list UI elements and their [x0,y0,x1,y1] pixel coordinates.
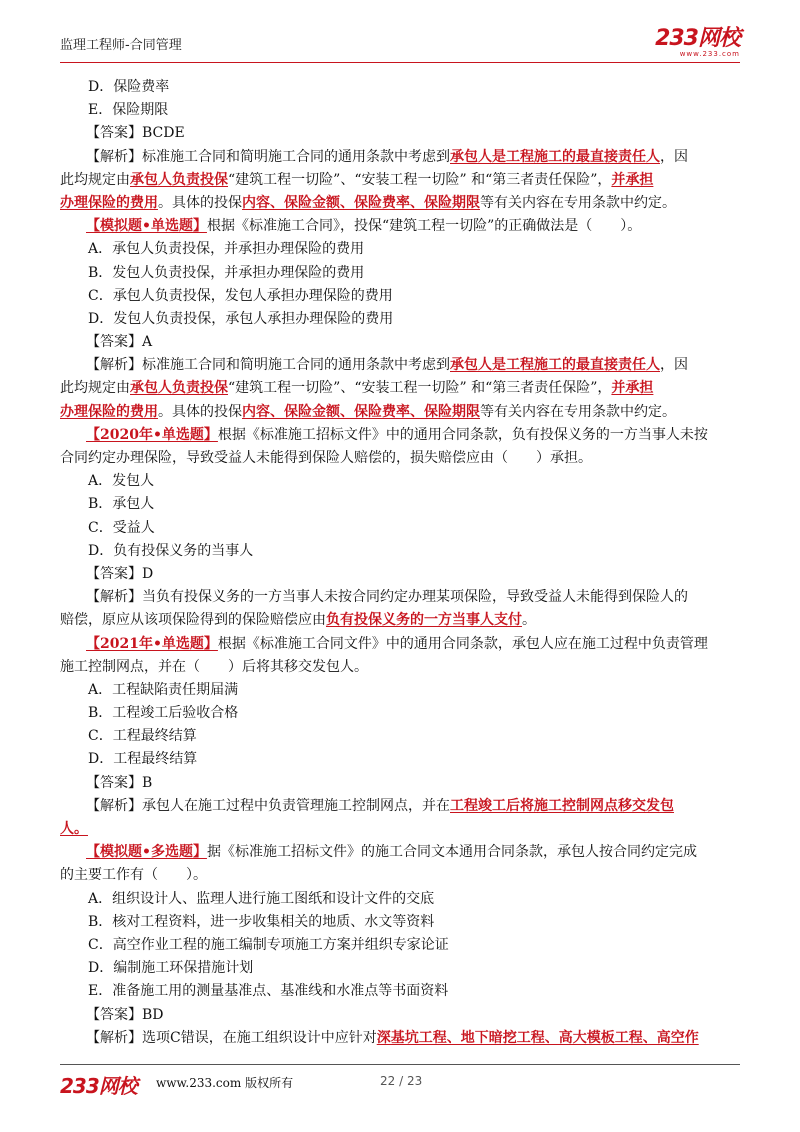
highlight: 负有投保义务的一方当事人支付 [326,612,522,629]
option-d: D．发包人负责投保，承包人承担办理保险的费用 [88,310,394,327]
highlight: 并承担 [611,380,654,397]
option-b: B．发包人负责投保，并承担办理保险的费用 [88,264,365,281]
option-c: C．受益人 [88,519,155,536]
text: 【解析】选项C错误，在施工组织设计中应针对 [86,1029,377,1046]
highlight: 人。 [60,821,88,837]
option-c: C．承包人负责投保，发包人承担办理保险的费用 [88,287,393,304]
highlight: 并承担 [611,171,654,188]
question-stem [60,841,750,864]
answer: 【答案】B [86,774,153,791]
text: 【解析】标准施工合同和简明施工合同的通用条款中考虑到 [86,357,450,374]
question-stem [60,424,750,447]
text: 根据《标准施工合同文件》中的通用合同条款，承包人应在施工过程中负责管理 [217,635,708,652]
option-d: D．编制施工环保措施计划 [88,960,254,977]
text: 【解析】承包人在施工过程中负责管理施工控制网点，并在 [86,797,450,814]
text: 据《标准施工招标文件》的施工合同文本通用合同条款，承包人按合同约定完成 [206,844,697,861]
text: 。 [522,612,536,629]
answer: 【答案】BD [86,1006,164,1023]
text: 赔偿，原应从该项保险得到的保险赔偿应由 [60,612,326,629]
option-b: B．承包人 [88,496,155,513]
text: 根据《标准施工合同》，投保“建筑工程一切险”的正确做法是（ ）。 [206,218,642,235]
question-tag: 【模拟题•单选题】 [86,218,207,235]
text: 【解析】标准施工合同和简明施工合同的通用条款中考虑到 [86,148,450,165]
highlight: 内容、保险金额、保险费率、保险期限 [242,194,480,211]
option-a: A．工程缺陷责任期届满 [88,681,239,698]
option-c: C．高空作业工程的施工编制专项施工方案并组织专家论证 [88,936,449,953]
option-b: B．核对工程资料，进一步收集相关的地质、水文等资料 [88,913,435,930]
answer: 【答案】BCDE [86,125,185,142]
analysis-line [60,169,750,192]
text: ，因 [660,357,688,374]
logo-text: 233网校 [655,26,740,51]
option-e: E．保险期限 [88,102,169,119]
header-divider [60,62,740,63]
option-c: C．工程最终结算 [88,728,197,745]
text: “建筑工程一切险”、“安装工程一切险” 和“第三者责任保险”， [228,380,612,397]
text: 等有关内容在专用条款中约定。 [480,403,676,420]
page-header [60,28,740,58]
highlight: 办理保险的费用 [60,403,158,420]
option-e: E．准备施工用的测量基准点、基准线和水准点等书面资料 [88,983,449,1000]
page-number: 22 / 23 [380,1074,423,1088]
document-body [60,76,750,1050]
option-d: D．保险费率 [88,79,170,95]
analysis-line [60,192,750,215]
text: 。具体的投保 [158,194,242,211]
option-a: A．发包人 [88,473,155,490]
analysis-line [60,377,750,400]
option-d: D．工程最终结算 [88,751,198,768]
text: 。具体的投保 [158,403,242,420]
page-footer [60,1070,740,1096]
highlight: 工程竣工后将施工控制网点移交发包 [450,797,674,814]
analysis-line: 【解析】当负有投保义务的一方当事人未按合同约定办理某项保险，导致受益人未能得到保险人的 [86,589,688,606]
option-a: A．组织设计人、监理人进行施工图纸和设计文件的交底 [88,890,435,907]
question-stem-cont: 的主要工作有（ ）。 [60,867,207,884]
brand-logo [655,28,740,58]
logo-url: www.233.com [679,50,740,58]
analysis-line [60,146,750,169]
header-title: 监理工程师-合同管理 [60,38,182,53]
footer-divider [60,1064,740,1065]
analysis-line [60,609,750,632]
answer: 【答案】D [86,565,154,582]
text: 此均规定由 [60,380,130,397]
question-tag: 【模拟题•多选题】 [86,844,207,861]
highlight: 承包人负责投保 [130,380,228,397]
answer: 【答案】A [86,334,153,351]
analysis-line [60,354,750,377]
footer-logo: 233网校 [60,1074,137,1098]
text: 等有关内容在专用条款中约定。 [480,194,676,211]
highlight: 深基坑工程、地下暗挖工程、高大模板工程、高空作 [376,1029,699,1046]
question-stem [60,215,750,238]
text: 根据《标准施工招标文件》中的通用合同条款，负有投保义务的一方当事人未按 [217,426,708,443]
analysis-line [60,818,750,841]
option-b: B．工程竣工后验收合格 [88,705,239,722]
highlight: 办理保险的费用 [60,194,158,211]
question-tag: 【2020年•单选题】 [86,426,218,443]
text: “建筑工程一切险”、“安装工程一切险” 和“第三者责任保险”， [228,171,612,188]
option-a: A．承包人负责投保，并承担办理保险的费用 [88,241,365,258]
analysis-line [60,1027,750,1050]
analysis-line [60,401,750,424]
highlight: 承包人是工程施工的最直接责任人 [450,148,660,165]
analysis-line [60,795,750,818]
question-stem [60,633,750,656]
footer-copyright: www.233.com 版权所有 [156,1076,294,1090]
option-d: D．负有投保义务的当事人 [88,542,254,559]
highlight: 承包人负责投保 [130,171,228,188]
question-stem-cont: 施工控制网点，并在（ ）后将其移交发包人。 [60,658,368,675]
question-tag: 【2021年•单选题】 [86,635,218,652]
text: ，因 [660,148,688,165]
text: 此均规定由 [60,171,130,188]
highlight: 承包人是工程施工的最直接责任人 [450,357,660,374]
question-stem-cont: 合同约定办理保险，导致受益人未能得到保险人赔偿的，损失赔偿应由（ ）承担。 [60,450,592,466]
highlight: 内容、保险金额、保险费率、保险期限 [242,403,480,420]
